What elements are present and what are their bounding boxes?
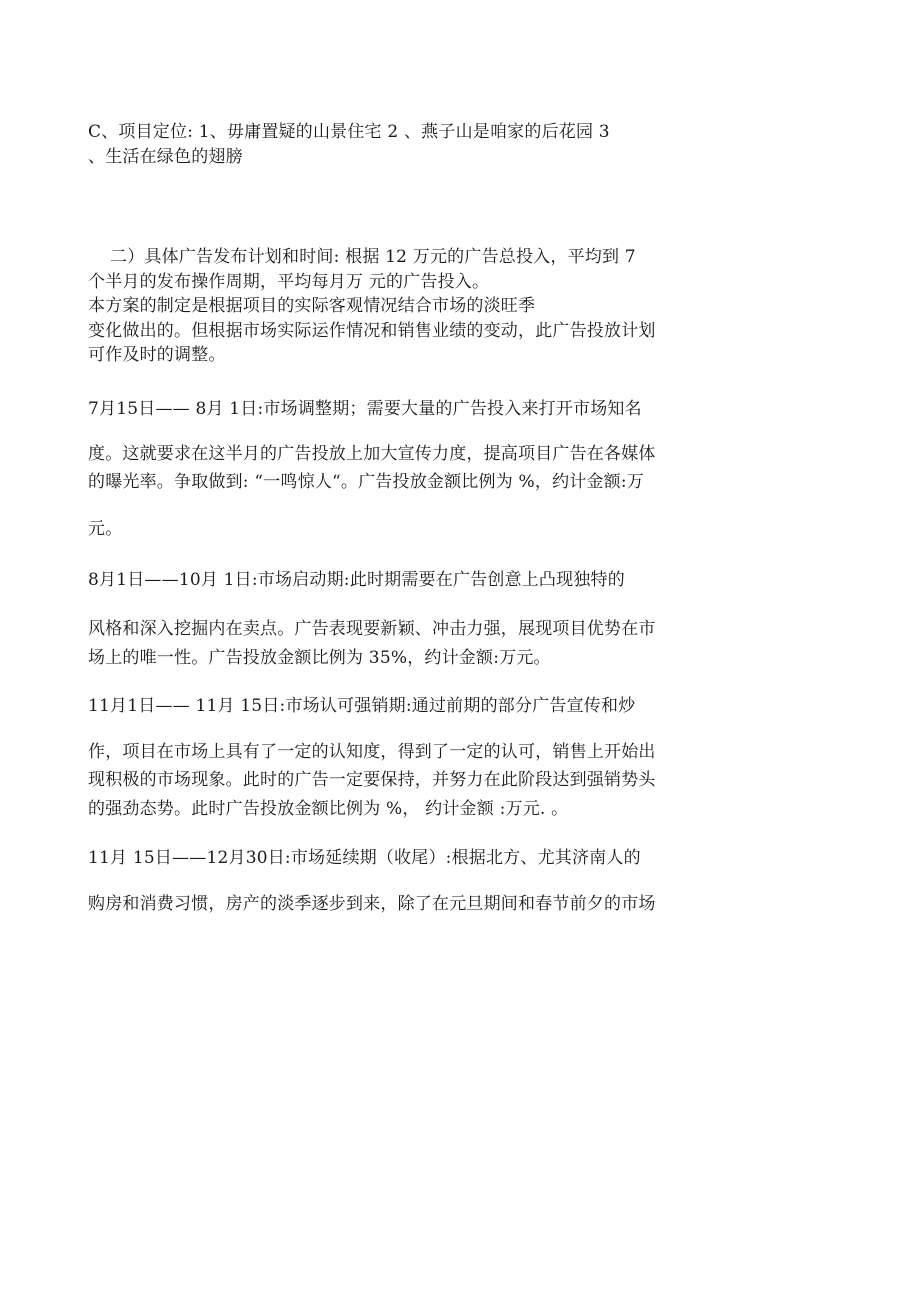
period-3-line-4: 的强劲态势。此时广告投放金额比例为 %， 约计金额 :万元. 。 [88, 799, 569, 819]
period-1-line-1: 7月15日—— 8月 1日:市场调整期；需要大量的广告投入来打开市场知名 [88, 399, 642, 419]
period-1-line-2: 度。这就要求在这半月的广告投放上加大宣传力度，提高项目广告在各媒体 [88, 444, 656, 464]
section-c-line-2: 、生活在绿色的翅膀 [88, 147, 243, 167]
section-c-line-1: C、项目定位: 1、毋庸置疑的山景住宅 2 、燕子山是咱家的后花园 3 [88, 122, 610, 142]
period-3-line-2: 作，项目在市场上具有了一定的认知度，得到了一定的认可，销售上开始出 [88, 742, 656, 762]
period-4-line-2: 购房和消费习惯，房产的淡季逐步到来，除了在元旦期间和春节前夕的市场 [88, 894, 656, 914]
period-4-line-1: 11月 15日——12月30日:市场延续期（收尾）:根据北方、尤其济南人的 [88, 848, 641, 868]
period-2-line-3: 场上的唯一性。广告投放金额比例为 35%，约计金额:万元。 [88, 648, 551, 668]
section-two-line-4: 变化做出的。但根据市场实际运作情况和销售业绩的变动，此广告投放计划 [88, 321, 656, 341]
period-3-line-3: 现积极的市场现象。此时的广告一定要保持，并努力在此阶段达到强销势头 [88, 770, 656, 790]
section-two-line-2: 个半月的发布操作周期，平均每月万 元的广告投入。 [88, 272, 490, 292]
period-3-line-1: 11月1日—— 11月 15日:市场认可强销期:通过前期的部分广告宣传和炒 [88, 696, 636, 716]
period-1-line-3: 的曝光率。争取做到: “一鸣惊人“。广告投放金额比例为 %，约计金额:万 [88, 472, 644, 492]
section-two-line-5: 可作及时的调整。 [88, 345, 226, 365]
section-two-line-3: 本方案的制定是根据项目的实际客观情况结合市场的淡旺季 [88, 296, 536, 316]
period-2-line-1: 8月1日——10月 1日:市场启动期:此时期需要在广告创意上凸现独特的 [88, 570, 625, 590]
period-1-line-4: 元。 [88, 519, 123, 539]
period-2-line-2: 风格和深入挖掘内在卖点。广告表现要新颖、冲击力强，展现项目优势在市 [88, 619, 656, 639]
section-two-line-1: 二）具体广告发布计划和时间: 根据 12 万元的广告总投入，平均到 7 [110, 247, 636, 267]
